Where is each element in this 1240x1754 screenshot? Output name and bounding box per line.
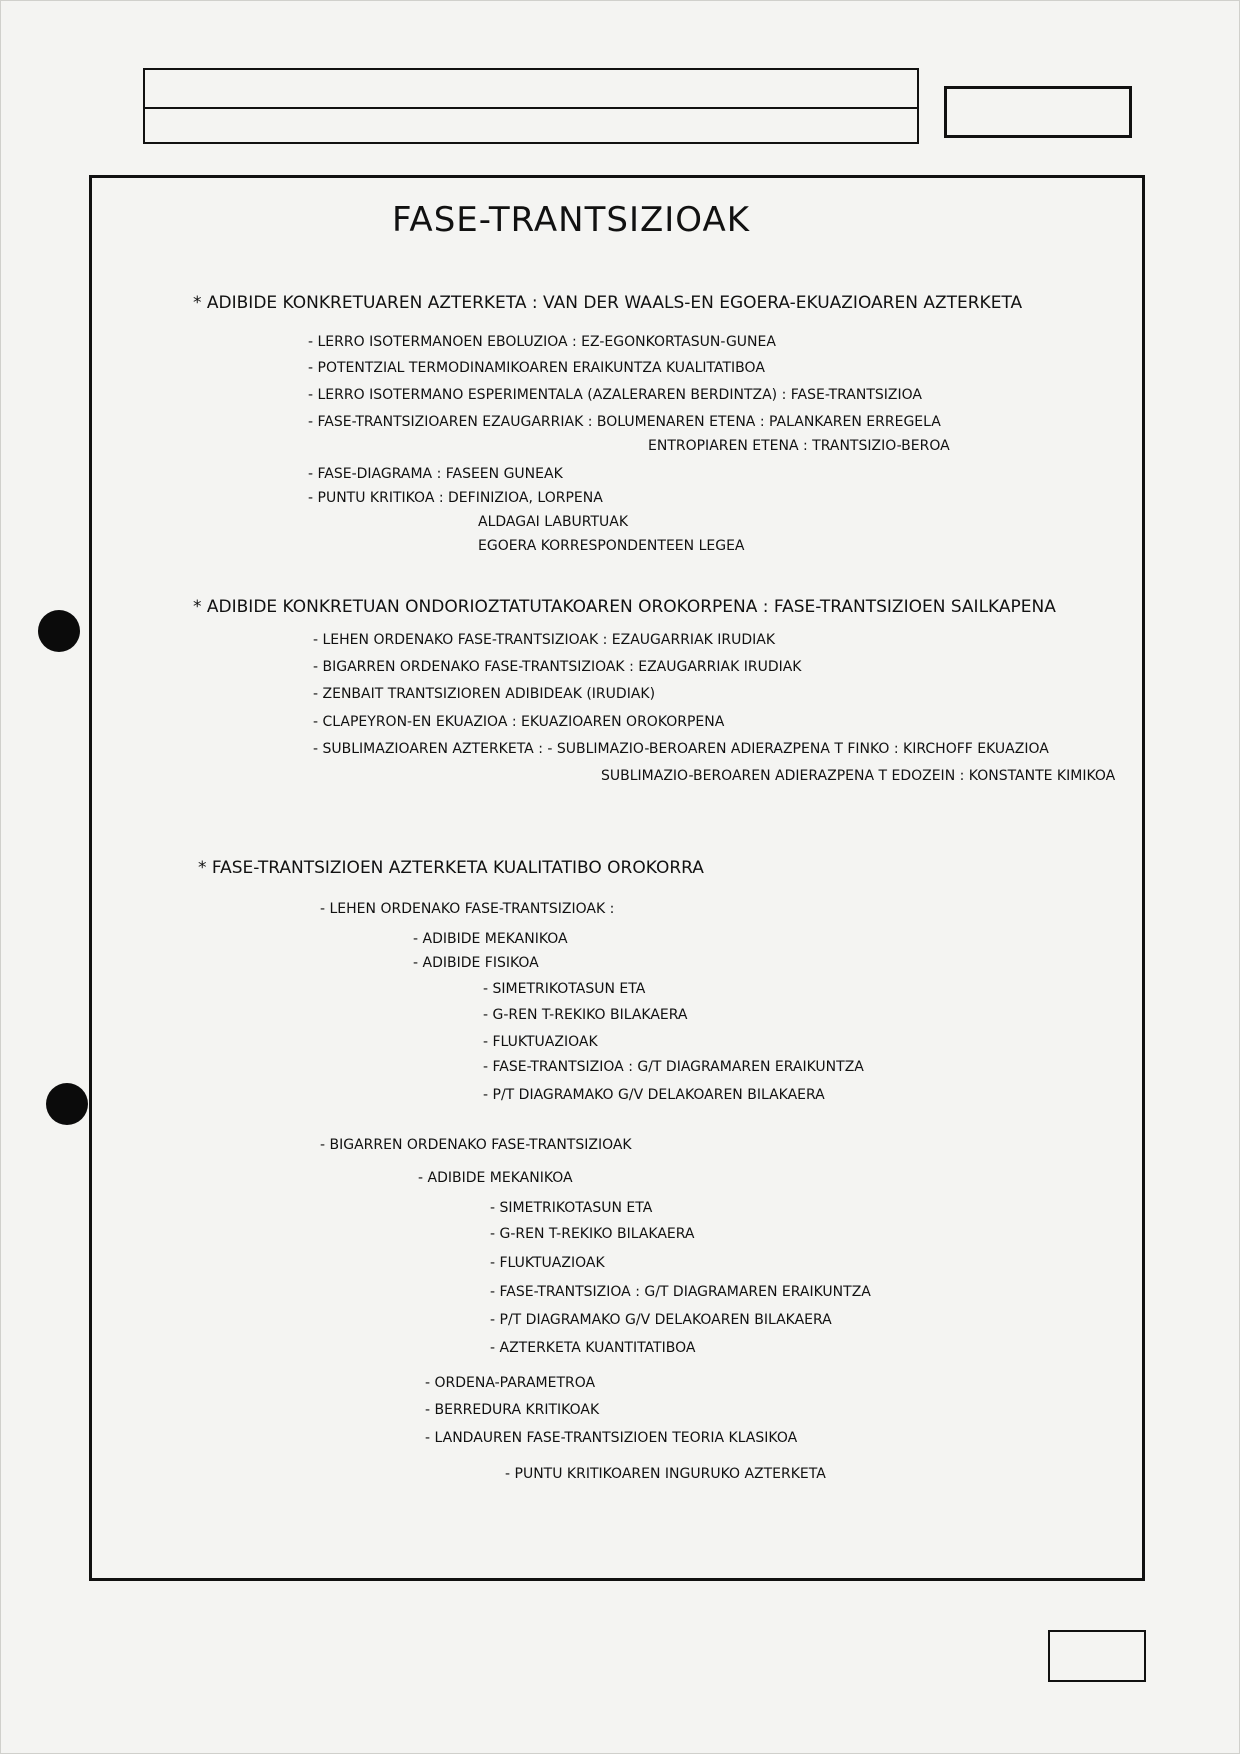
- header-divider: [145, 107, 917, 109]
- list-item: - CLAPEYRON-EN EKUAZIOA : EKUAZIOAREN OROKORPENA: [313, 714, 725, 730]
- list-item: - ZENBAIT TRANTSIZIOREN ADIBIDEAK (IRUDIAK): [313, 686, 656, 702]
- list-item: - LERRO ISOTERMANO ESPERIMENTALA (AZALERAREN BERDINTZA) : FASE-TRANTSIZIOA: [308, 387, 922, 403]
- punch-hole-top: [38, 610, 80, 652]
- list-item: - PUNTU KRITIKOA : DEFINIZIOA, LORPENA: [308, 490, 603, 506]
- list-item: - SUBLIMAZIOAREN AZTERKETA : - SUBLIMAZIO-BEROAREN ADIERAZPENA T FINKO : KIRCHOFF EKUAZIOA: [313, 741, 1049, 757]
- list-item: - FLUKTUAZIOAK: [490, 1255, 605, 1271]
- list-item: - FLUKTUAZIOAK: [483, 1034, 598, 1050]
- list-item: - G-REN T-REKIKO BILAKAERA: [490, 1226, 695, 1242]
- list-item: - SIMETRIKOTASUN ETA: [483, 981, 646, 997]
- list-item: - POTENTZIAL TERMODINAMIKOAREN ERAIKUNTZA KUALITATIBOA: [308, 360, 765, 376]
- list-item: - SIMETRIKOTASUN ETA: [490, 1200, 653, 1216]
- list-item: - BERREDURA KRITIKOAK: [425, 1402, 600, 1418]
- list-item: - ADIBIDE MEKANIKOA: [413, 931, 568, 947]
- section-heading: * ADIBIDE KONKRETUAN ONDORIOZTATUTAKOAREN OROKORPENA : FASE-TRANTSIZIOEN SAILKAPENA: [193, 597, 1056, 617]
- list-item: - ADIBIDE MEKANIKOA: [418, 1170, 573, 1186]
- content-frame: [89, 175, 1145, 1581]
- list-item: - FASE-TRANTSIZIOA : G/T DIAGRAMAREN ERAIKUNTZA: [490, 1284, 871, 1300]
- punch-hole-bottom: [46, 1083, 88, 1125]
- section-heading: * ADIBIDE KONKRETUAREN AZTERKETA : VAN DER WAALS-EN EGOERA-EKUAZIOAREN AZTERKETA: [193, 293, 1023, 313]
- list-item: - P/T DIAGRAMAKO G/V DELAKOAREN BILAKAERA: [483, 1087, 825, 1103]
- list-item: - BIGARREN ORDENAKO FASE-TRANTSIZIOAK : EZAUGARRIAK IRUDIAK: [313, 659, 802, 675]
- page-number-box: [1048, 1630, 1146, 1682]
- list-item: - LEHEN ORDENAKO FASE-TRANTSIZIOAK : EZAUGARRIAK IRUDIAK: [313, 632, 776, 648]
- list-item: ENTROPIAREN ETENA : TRANTSIZIO-BEROA: [648, 438, 950, 454]
- list-item: - LEHEN ORDENAKO FASE-TRANTSIZIOAK :: [320, 901, 615, 917]
- list-item: - G-REN T-REKIKO BILAKAERA: [483, 1007, 688, 1023]
- list-item: - ADIBIDE FISIKOA: [413, 955, 539, 971]
- list-item: - BIGARREN ORDENAKO FASE-TRANTSIZIOAK: [320, 1137, 632, 1153]
- list-item: EGOERA KORRESPONDENTEEN LEGEA: [478, 538, 745, 554]
- list-item: - FASE-TRANTSIZIOA : G/T DIAGRAMAREN ERAIKUNTZA: [483, 1059, 864, 1075]
- list-item: - FASE-TRANTSIZIOAREN EZAUGARRIAK : BOLUMENAREN ETENA : PALANKAREN ERREGELA: [308, 414, 941, 430]
- section-heading: * FASE-TRANTSIZIOEN AZTERKETA KUALITATIBO OROKORRA: [198, 858, 704, 878]
- list-item: - PUNTU KRITIKOAREN INGURUKO AZTERKETA: [505, 1466, 826, 1482]
- code-box: [944, 86, 1132, 138]
- page-title: FASE-TRANTSIZIOAK: [392, 200, 751, 240]
- list-item: - AZTERKETA KUANTITATIBOA: [490, 1340, 696, 1356]
- list-item: - LANDAUREN FASE-TRANTSIZIOEN TEORIA KLASIKOA: [425, 1430, 798, 1446]
- list-item: - FASE-DIAGRAMA : FASEEN GUNEAK: [308, 466, 563, 482]
- list-item: - LERRO ISOTERMANOEN EBOLUZIOA : EZ-EGONKORTASUN-GUNEA: [308, 334, 776, 350]
- list-item: SUBLIMAZIO-BEROAREN ADIERAZPENA T EDOZEIN : KONSTANTE KIMIKOA: [601, 768, 1116, 784]
- list-item: - ORDENA-PARAMETROA: [425, 1375, 596, 1391]
- header-form-box: [143, 68, 919, 144]
- list-item: ALDAGAI LABURTUAK: [478, 514, 629, 530]
- list-item: - P/T DIAGRAMAKO G/V DELAKOAREN BILAKAERA: [490, 1312, 832, 1328]
